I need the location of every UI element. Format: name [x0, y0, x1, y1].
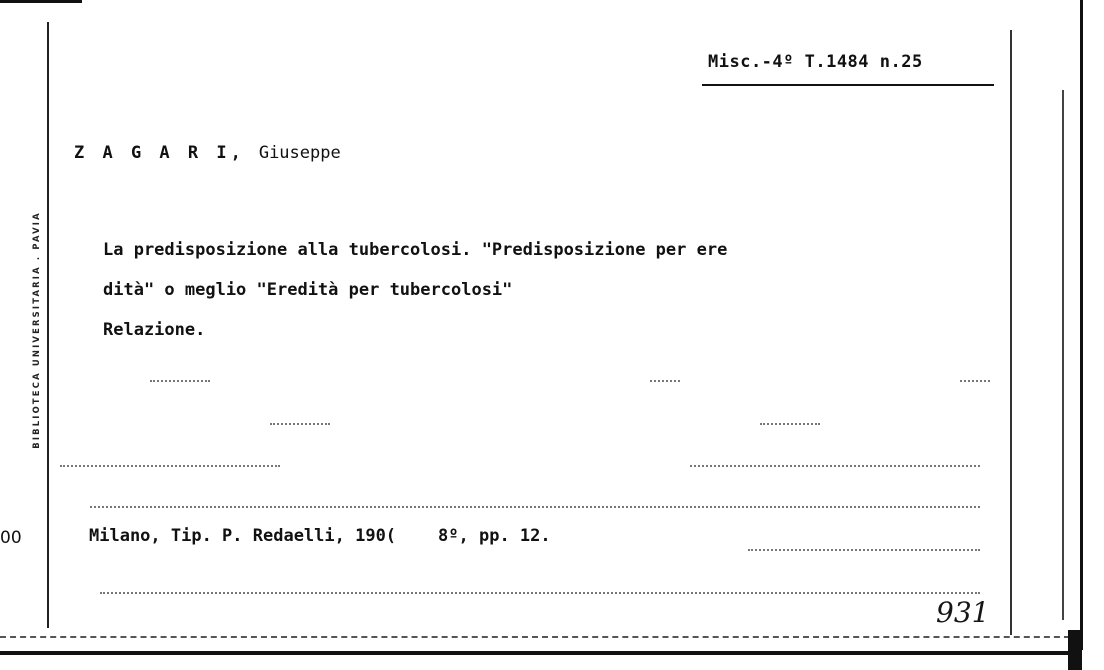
blank-line: [690, 465, 980, 467]
left-margin-rule: [47, 22, 49, 628]
blank-line: [270, 423, 330, 425]
margin-number: 00: [0, 528, 22, 548]
blank-line: [100, 592, 980, 594]
blank-line: [90, 506, 980, 508]
imprint-format-pages: 8º, pp. 12.: [438, 526, 551, 546]
author-heading: [74, 143, 341, 163]
blank-line: [960, 380, 990, 382]
title-line: dità" o meglio "Eredità per tubercolosi": [103, 280, 513, 300]
imprint-line: [89, 526, 551, 546]
right-edge-rule: [1062, 90, 1064, 620]
title-line: La predisposizione alla tubercolosi. "Predisposizione per ere: [103, 240, 728, 260]
author-forename: Giuseppe: [258, 143, 341, 163]
blank-line: [60, 465, 280, 467]
bottom-dashed-rule: [0, 636, 1080, 638]
blank-line: [748, 549, 980, 551]
shelfmark: Misc.-4º T.1484 n.25: [708, 52, 923, 72]
right-margin-rule: [1010, 30, 1012, 635]
library-stamp: BIBLIOTECA UNIVERSITARIA . PAVIA: [31, 211, 41, 449]
bottom-corner-mark: [1068, 630, 1082, 670]
card-right-edge: [1080, 0, 1083, 650]
author-surname: Z A G A R I,: [74, 143, 245, 163]
handwritten-number: 931: [936, 596, 990, 629]
blank-line: [150, 380, 210, 382]
blank-line: [650, 380, 680, 382]
title-line: Relazione.: [103, 320, 206, 340]
title-block: [103, 230, 727, 350]
card-bottom-edge: [0, 651, 1080, 655]
imprint-publication: Milano, Tip. P. Redaelli, 190(: [89, 526, 397, 546]
shelfmark-underline: [702, 84, 994, 86]
top-rule: [0, 0, 82, 3]
blank-line: [760, 423, 820, 425]
